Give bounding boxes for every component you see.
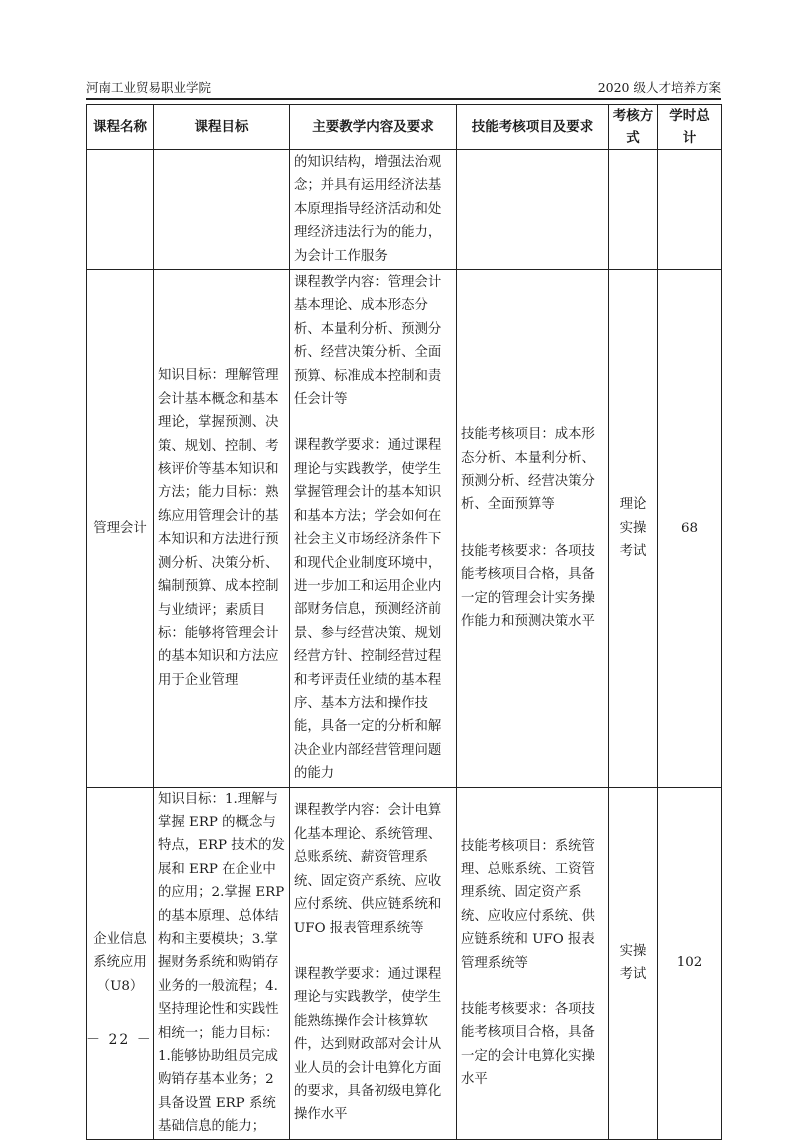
col-header-content: 主要教学内容及要求 (290, 105, 457, 150)
teaching-requirement: 课程教学要求：通过课程理论与实践教学，使学生掌握管理会计的基本知识和基本方法；学会如何在社会主义市场经济条件下和现代企业制度环境中，进一步加工和运用企业内部财务信息，预测经济前景、参与经营决策、规划经营方针、控制经营过程和考评责任业绩的基本程序、基本方法和操作技能，具备一定的分析和解决企业内部经营管理问题的能力 (294, 438, 442, 782)
skill-requirement: 技能考核要求：各项技能考核项目合格，具备一定的管理会计实务操作能力和预测决策水平 (461, 543, 595, 630)
col-header-method: 考核方式 (609, 105, 658, 150)
cell-content (290, 270, 457, 788)
skill-requirement: 技能考核要求：各项技能考核项目合格，具备一定的会计电算化实操水平 (461, 1002, 595, 1088)
cell-hours: 102 (658, 787, 722, 1139)
teaching-content: 课程教学内容：会计电算化基本理论、系统管理、总账系统、薪资管理系统、固定资产系统、应收应付系统、供应链系统和 UFO 报表管理系统等 (294, 803, 442, 936)
content-text: 的知识结构，增强法治观念；并具有运用经济法基本原理指导经济活动和处理经济违法行为的能力，为会计工作服务 (294, 155, 442, 264)
cell-empty (658, 150, 722, 270)
col-header-hours: 学时总计 (658, 105, 722, 150)
cell-objective (154, 787, 290, 1139)
objective-text: 知识目标：1.理解与掌握 ERP 的概念与特点，ERP 技术的发展和 ERP 在企业中的应用；2.掌握 ERP 的基本原理、总体结构和主要模块；3.掌握财务系统和购销存业务的一般流程；4.坚持理论性和实践性相统一；能力目标：1.能够协助组员完成购销存基本业务；2 具备设置 ERP 系统基础信息的能力； (158, 791, 285, 1135)
cell-course-name (87, 787, 154, 1139)
skill-items: 技能考核项目：成本形态分析、本量利分析、预测分析、经营决策分析、全面预算等 (461, 427, 595, 513)
cell-skill (457, 787, 609, 1139)
cell-method (609, 270, 658, 788)
cell-content (290, 787, 457, 1139)
col-header-objective: 课程目标 (154, 105, 290, 150)
page-header (86, 76, 721, 100)
table-header-row (87, 105, 722, 150)
cell-objective (154, 270, 290, 788)
cell-hours: 68 (658, 270, 722, 788)
teaching-requirement: 课程教学要求：通过课程理论与实践教学，使学生能熟练操作会计核算软件，达到财政部对会计从业人员的会计电算化方面的要求，具备初级电算化操作水平 (294, 966, 442, 1123)
cell-empty (457, 150, 609, 270)
institution-name: 河南工业贸易职业学院 (86, 80, 212, 95)
skill-items: 技能考核项目：系统管理、总账系统、工资管理系统、固定资产系统、应收应付系统、供应链系统和 UFO 报表管理系统等 (461, 838, 595, 971)
curriculum-table (86, 104, 722, 1140)
cell-skill (457, 270, 609, 788)
course-name-text: 企业信息系统应用（U8） (93, 932, 147, 994)
table-row-continued (87, 150, 722, 270)
document-title: 2020 级人才培养方案 (597, 80, 721, 95)
col-header-skill: 技能考核项目及要求 (457, 105, 609, 150)
objective-text: 知识目标：理解管理会计基本概念和基本理论，掌握预测、决策、规划、控制、考核评价等基本知识和方法；能力目标：熟练应用管理会计的基本知识和方法进行预测分析、决策分析、编制预算、成本控制与业绩评；素质目标：能够将管理会计的基本知识和方法应用于企业管理 (158, 368, 279, 688)
table-row (87, 270, 722, 788)
assessment-method: 理论实操考试 (619, 497, 647, 559)
page-number: － 22 － (86, 1032, 153, 1048)
table-row (87, 787, 722, 1139)
cell-empty (154, 150, 290, 270)
cell-course-name: 管理会计 (87, 270, 154, 788)
assessment-method: 实操考试 (619, 943, 647, 983)
cell-empty (87, 150, 154, 270)
teaching-content: 课程教学内容：管理会计基本理论、成本形态分析、本量利分析、预测分析、经营决策分析、全面预算、标准成本控制和责任会计等 (294, 275, 442, 408)
cell-empty (609, 150, 658, 270)
cell-method (609, 787, 658, 1139)
cell-content (290, 150, 457, 270)
col-header-course-name: 课程名称 (87, 105, 154, 150)
